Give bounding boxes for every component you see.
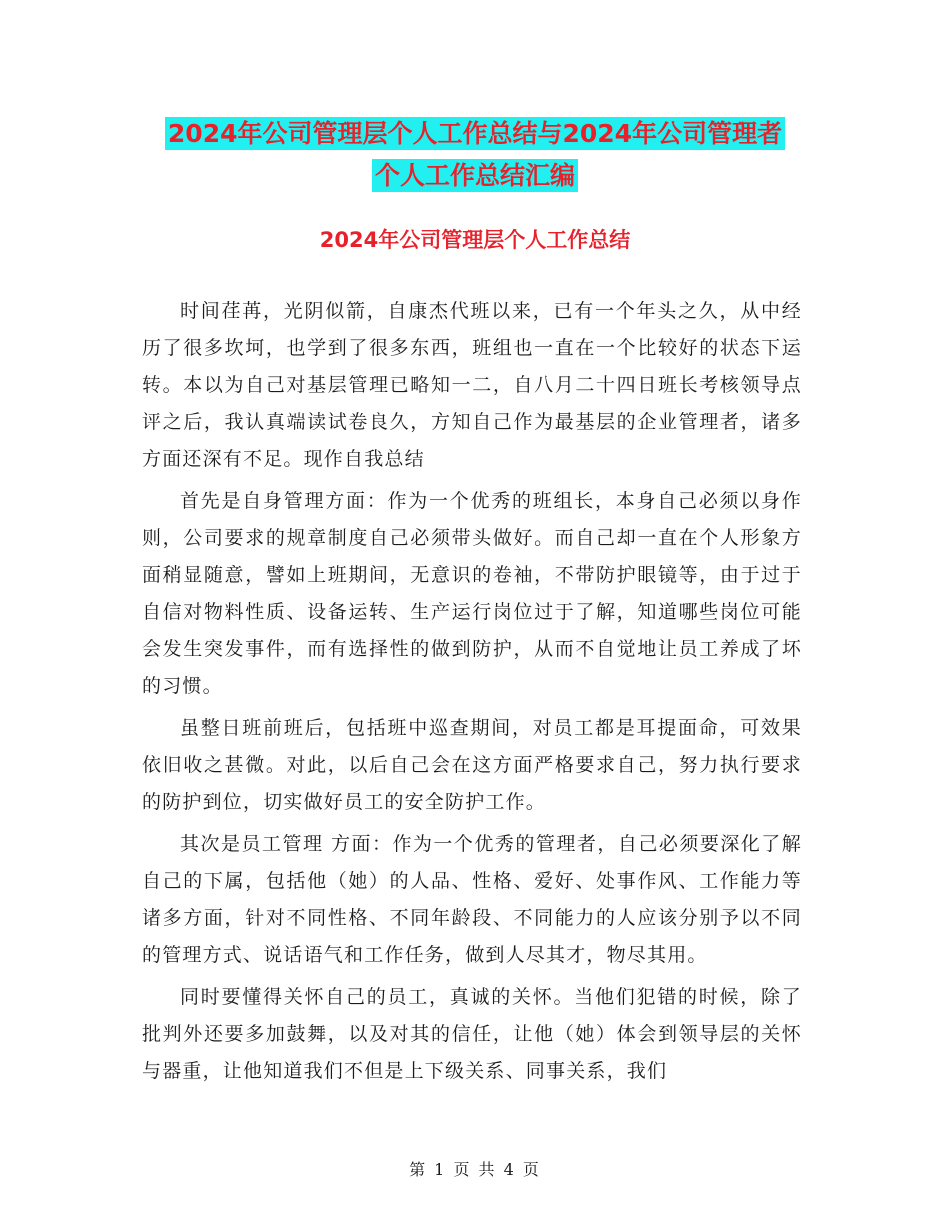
paragraph: 首先是自身管理方面：作为一个优秀的班组长，本身自己必须以身作则，公司要求的规章制度自己必须带头做好。而自己却一直在个人形象方面稍显随意，譬如上班期间，无意识的卷袖，不带防护眼镜等，由于过于自信对物料性质、设备运转、生产运行岗位过于了解，知道哪些岗位可能会发生突发事件，而有选择性的做到防护，从而不自觉地让员工养成了坏的习惯。 [142, 490, 802, 697]
section-title: 2024年公司管理层个人工作总结 [319, 228, 631, 252]
paragraph: 其次是员工管理 方面：作为一个优秀的管理者，自己必须要深化了解自己的下属，包括他（她）的人品、性格、爱好、处事作风、工作能力等诸多方面，针对不同性格、不同年龄段、不同能力的人应该分别予以不同的管理方式、说话语气和工作任务，做到人尽其才，物尽其用。 [142, 833, 802, 966]
paragraph: 虽整日班前班后，包括班中巡查期间，对员工都是耳提面命，可效果依旧收之甚微。对此，以后自己会在这方面严格要求自己，努力执行要求的防护到位，切实做好员工的安全防护工作。 [142, 717, 802, 813]
document-title-line2 [0, 156, 950, 192]
paragraph: 同时要懂得关怀自己的员工，真诚的关怀。当他们犯错的时候，除了批判外还要多加鼓舞，以及对其的信任，让他（她）体会到领导层的关怀与器重，让他知道我们不但是上下级关系、同事关系，我们 [142, 986, 802, 1082]
title-highlight: 个人工作总结汇编 [372, 159, 578, 192]
document-title-line1 [0, 114, 950, 150]
paragraph: 时间荏苒，光阴似箭，自康杰代班以来，已有一个年头之久，从中经历了很多坎坷，也学到了很多东西，班组也一直在一个比较好的状态下运转。本以为自己对基层管理已略知一二，自八月二十四日班长考核领导点评之后，我认真端读试卷良久，方知自己作为最基层的企业管理者，诸多方面还深有不足。现作自我总结 [142, 300, 802, 470]
page-footer: 第 1 页 共 4 页 [409, 1160, 541, 1179]
title-highlight: 2024年公司管理层个人工作总结与2024年公司管理者 [165, 117, 785, 150]
document-body [142, 293, 802, 1095]
